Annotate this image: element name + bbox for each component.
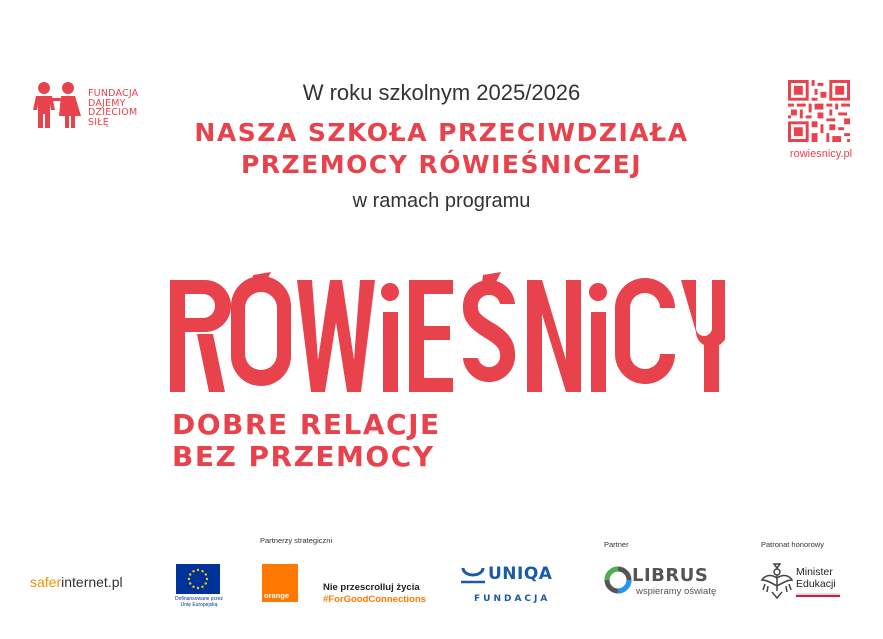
program-intro-line: w ramach programu — [352, 190, 531, 212]
librus-ring-icon — [604, 566, 632, 594]
uniqa-mark-icon — [460, 566, 486, 584]
foundation-name-line: SIŁĘ — [88, 116, 109, 128]
librus-logo — [604, 565, 724, 599]
foundation-name-line: FUNDACJA — [88, 88, 139, 99]
orange-slogan-line: Nie przescrolluj życia — [323, 582, 420, 593]
orange-logo — [262, 564, 298, 602]
qr-code-icon — [788, 80, 850, 142]
minister-text-line: Edukacji — [796, 578, 836, 590]
minister-text — [796, 566, 836, 590]
polish-eagle-icon — [760, 562, 794, 602]
librus-tagline: wspieramy oświatę — [636, 586, 717, 597]
orange-logo-text: orange — [264, 591, 290, 600]
foundation-name-line: DZIECIOM — [88, 107, 138, 118]
librus-name: LIBRUS — [632, 565, 709, 586]
foundation-name-line: DAJEMY — [88, 97, 126, 109]
strategic-partners-label: Partnerzy strategiczni — [260, 536, 333, 545]
tagline-line-2: BEZ PRZEMOCY — [172, 440, 435, 473]
qr-caption[interactable]: rowiesnicy.pl — [789, 148, 853, 160]
saferinternet-logo — [30, 574, 123, 590]
saferinternet-logo-part: internet.pl — [61, 574, 123, 590]
minister-text-line: Minister — [796, 566, 833, 578]
uniqa-name: UNIQA — [488, 564, 553, 584]
program-wordmark — [165, 272, 725, 397]
eu-flag-icon — [176, 564, 220, 594]
polish-flag-bar — [796, 593, 840, 597]
partner-label: Partner — [604, 540, 629, 549]
eu-caption: Dofinansowane przez Unię Europejską — [174, 596, 224, 608]
headline-line-1: NASZA SZKOŁA PRZECIWDZIAŁA — [194, 118, 689, 147]
uniqa-subtitle: FUNDACJA — [474, 594, 551, 604]
qr-block — [785, 80, 857, 160]
orange-slogan-hashtag: #ForGoodConnections — [323, 594, 426, 605]
headline-line-2: PRZEMOCY RÓWIEŚNICZEJ — [240, 150, 643, 179]
minister-of-education-logo — [760, 562, 850, 606]
saferinternet-logo-part: safer — [30, 574, 62, 590]
orange-campaign-slogan — [323, 582, 426, 606]
eu-funding-logo — [170, 564, 228, 608]
school-year-line: W roku szkolnym 2025/2026 — [302, 80, 581, 105]
honorary-patronage-label: Patronat honorowy — [761, 540, 824, 549]
tagline-line-1: DOBRE RELACJE — [172, 408, 441, 441]
